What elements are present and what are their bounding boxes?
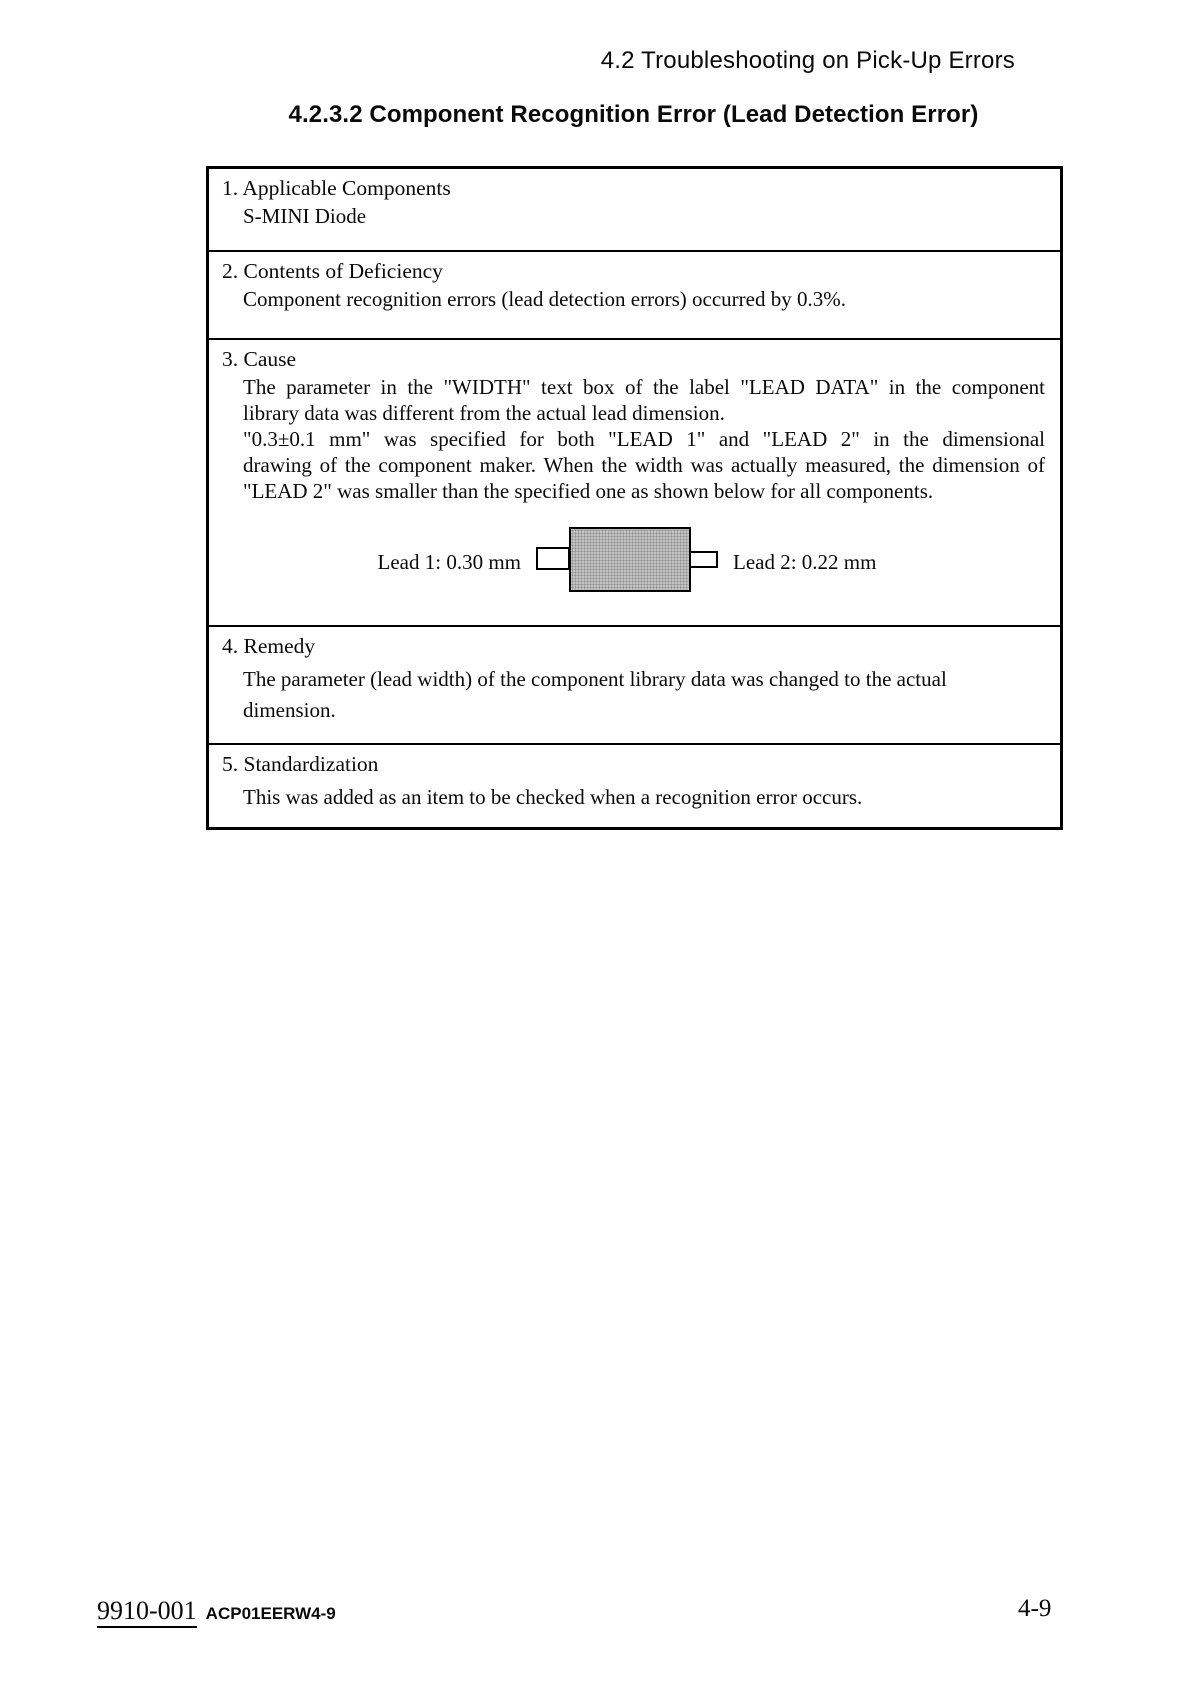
footer-left — [97, 1596, 336, 1626]
row-title: 5. Standardization — [222, 752, 379, 776]
running-header: 4.2 Troubleshooting on Pick-Up Errors — [600, 47, 1015, 74]
row-title: 1. Applicable Components — [222, 176, 451, 200]
row-line: Component recognition errors (lead detection errors) occurred by 0.3%. — [243, 287, 846, 311]
page-number: 4-9 — [1018, 1595, 1052, 1622]
footer-doc-code: ACP01EERW4-9 — [205, 1604, 336, 1623]
lead2-rect — [689, 551, 718, 568]
row-line: The parameter (lead width) of the component library data was changed to the actual — [243, 667, 947, 691]
footer-doc-number: 9910-001 — [97, 1596, 197, 1628]
row-title: 4. Remedy — [222, 634, 316, 658]
row-line: The parameter in the "WIDTH" text box of the label "LEAD DATA" in the component — [243, 375, 1045, 399]
lead2-dimension-label: Lead 2: 0.22 mm — [733, 550, 877, 574]
page-title: 4.2.3.2 Component Recognition Error (Lead Detection Error) — [288, 101, 979, 128]
row-line: library data was different from the actual lead dimension. — [243, 401, 725, 425]
row-line: This was added as an item to be checked when a recognition error occurs. — [243, 785, 863, 809]
row-title: 3. Cause — [222, 347, 297, 371]
table-row-applicable-components — [209, 169, 1060, 250]
row-line: dimension. — [243, 698, 336, 722]
table-row-contents-of-deficiency — [209, 250, 1060, 338]
row-line: "0.3±0.1 mm" was specified for both "LEAD 1" and "LEAD 2" in the dimensional — [243, 427, 1045, 451]
fault-report-table — [206, 166, 1063, 830]
lead1-dimension-label: Lead 1: 0.30 mm — [377, 550, 521, 574]
table-row-remedy — [209, 625, 1060, 743]
table-row-standardization — [209, 743, 1060, 827]
component-body-rect — [569, 527, 691, 592]
row-line: "LEAD 2" was smaller than the specified one as shown below for all components. — [243, 479, 934, 503]
lead1-rect — [536, 547, 570, 570]
row-line: drawing of the component maker. When the width was actually measured, the dimension of — [243, 453, 1045, 477]
row-title: 2. Contents of Deficiency — [222, 259, 443, 283]
row-line: S-MINI Diode — [243, 204, 367, 228]
